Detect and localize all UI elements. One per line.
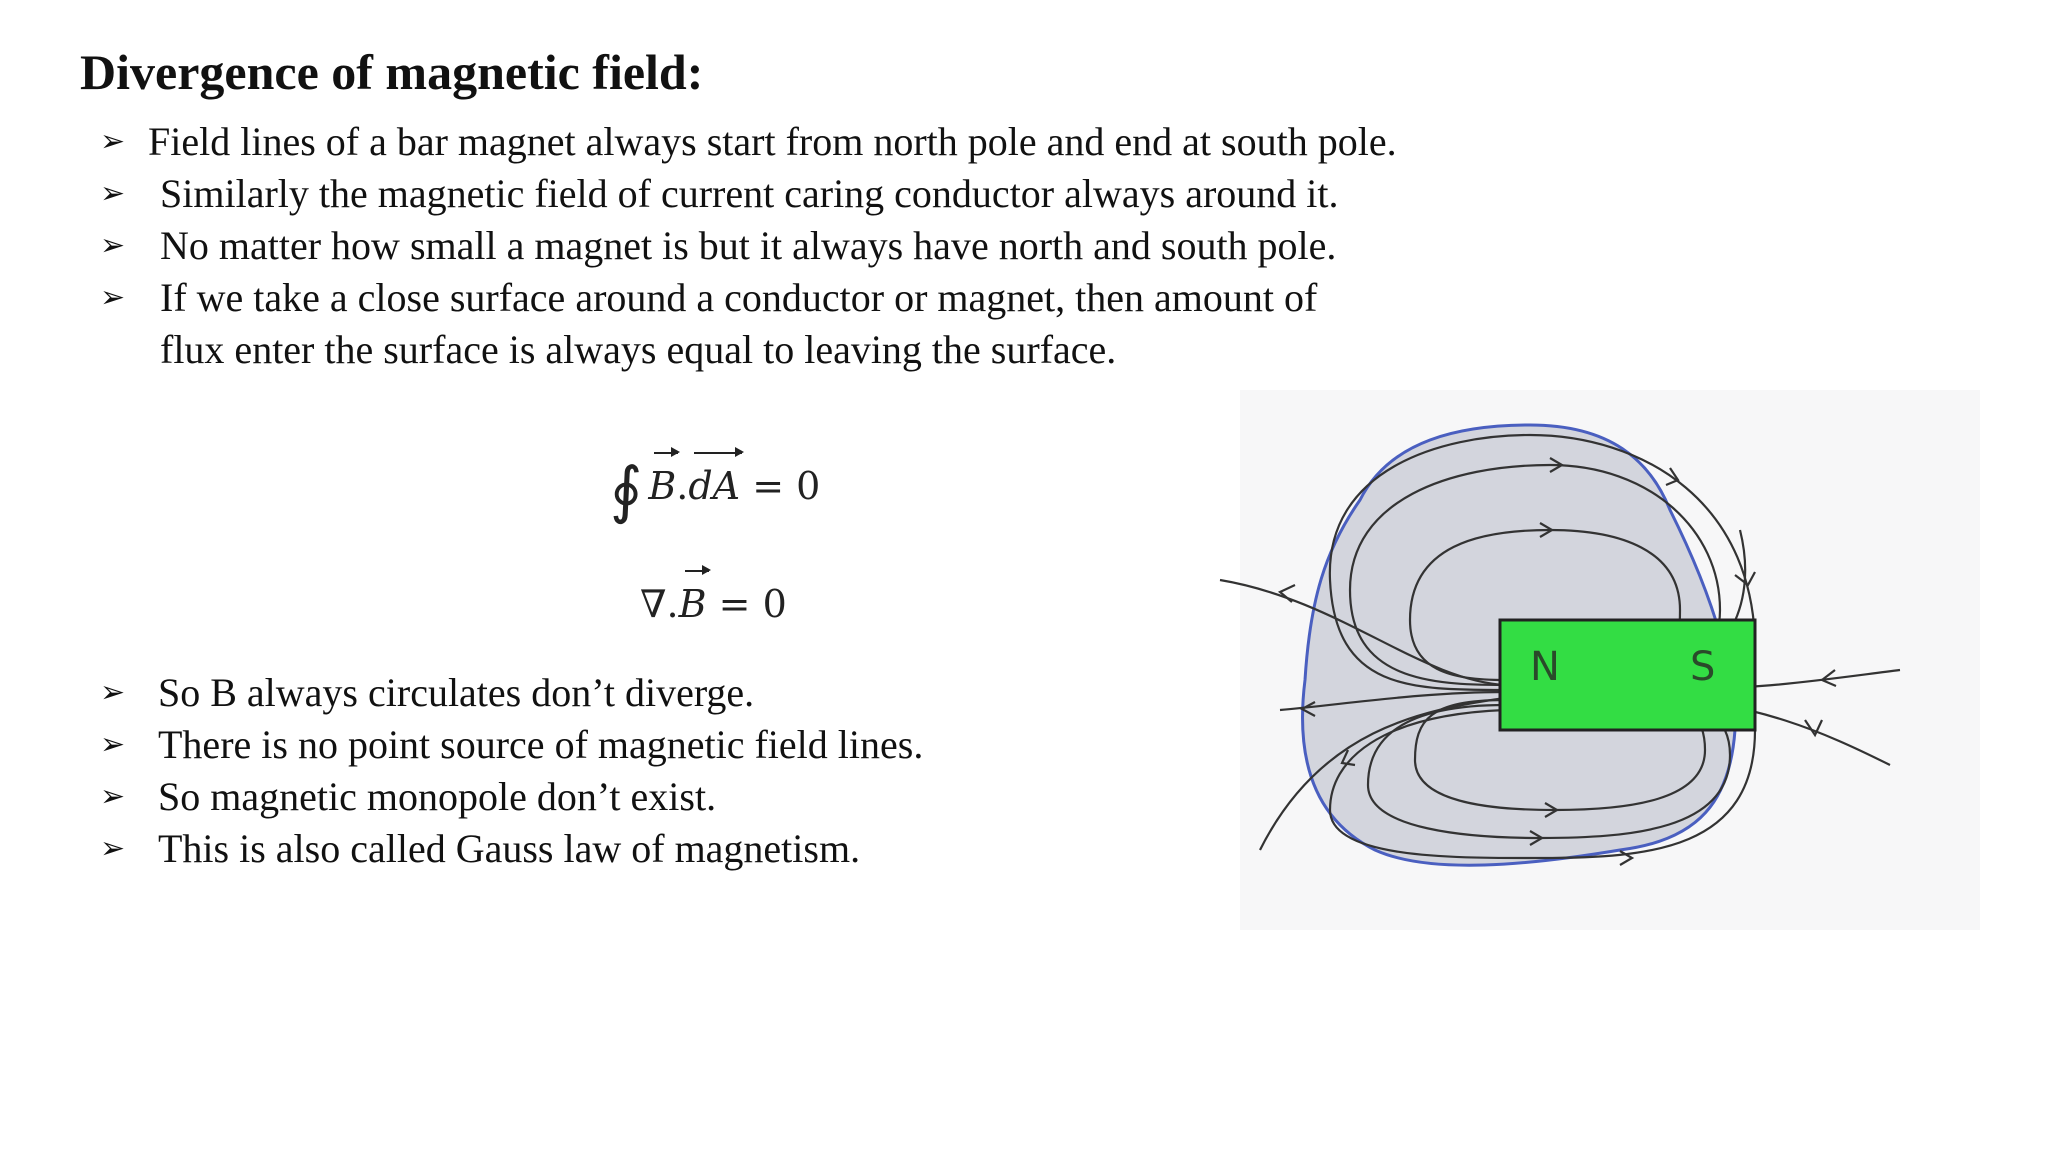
list-item [100, 168, 1397, 220]
bullet-text: Similarly the magnetic field of current caring conductor always around it. [160, 171, 1339, 216]
b-vector-symbol: B [679, 574, 707, 634]
bullet-text: If we take a close surface around a conductor or magnet, then amount of [160, 275, 1318, 320]
south-pole-label: S [1690, 644, 1716, 690]
intro-bullet-list [100, 116, 1397, 376]
dot-operator: . [666, 582, 679, 626]
bullet-text: So magnetic monopole don’t exist. [158, 774, 717, 819]
divergence-equation [640, 574, 787, 634]
list-item [100, 823, 923, 875]
bar-magnet-field-diagram [1200, 380, 2000, 940]
list-item [100, 116, 1397, 168]
conclusion-bullet-list [100, 667, 923, 875]
arrowhead-bullet-icon: ➢ [100, 779, 126, 814]
bar-magnet [1500, 620, 1755, 730]
nabla-symbol: ∇ [640, 582, 667, 626]
list-item [100, 667, 923, 719]
bullet-text: There is no point source of magnetic field lines. [158, 722, 924, 767]
arrowhead-bullet-icon: ➢ [100, 176, 126, 211]
arrowhead-bullet-icon: ➢ [100, 675, 126, 710]
bullet-text: So B always circulates don’t diverge. [158, 670, 755, 715]
equation-rhs: = 0 [706, 582, 787, 626]
arrowhead-bullet-icon: ➢ [100, 831, 126, 866]
arrowhead-bullet-icon: ➢ [100, 280, 126, 315]
bullet-text: This is also called Gauss law of magnetism. [158, 826, 861, 871]
flux-integral-equation [610, 453, 821, 526]
dot-operator: . [676, 464, 689, 508]
list-item [100, 220, 1397, 272]
da-vector-symbol: dA [688, 456, 740, 516]
bullet-text: Field lines of a bar magnet always start from north pole and end at south pole. [148, 119, 1397, 164]
list-item [100, 771, 923, 823]
list-item [100, 272, 1397, 376]
closed-integral-symbol: ∮ [610, 453, 643, 526]
bullet-text: No matter how small a magnet is but it always have north and south pole. [160, 223, 1337, 268]
equation-rhs: = 0 [740, 464, 821, 508]
north-pole-label: N [1530, 644, 1560, 690]
bullet-text-continuation: flux enter the surface is always equal to leaving the surface. [160, 327, 1117, 372]
slide-title: Divergence of magnetic field: [80, 44, 704, 100]
b-vector-symbol: B [648, 456, 676, 516]
arrowhead-bullet-icon: ➢ [100, 228, 126, 263]
arrowhead-bullet-icon: ➢ [100, 124, 126, 159]
list-item [100, 719, 923, 771]
arrowhead-bullet-icon: ➢ [100, 727, 126, 762]
